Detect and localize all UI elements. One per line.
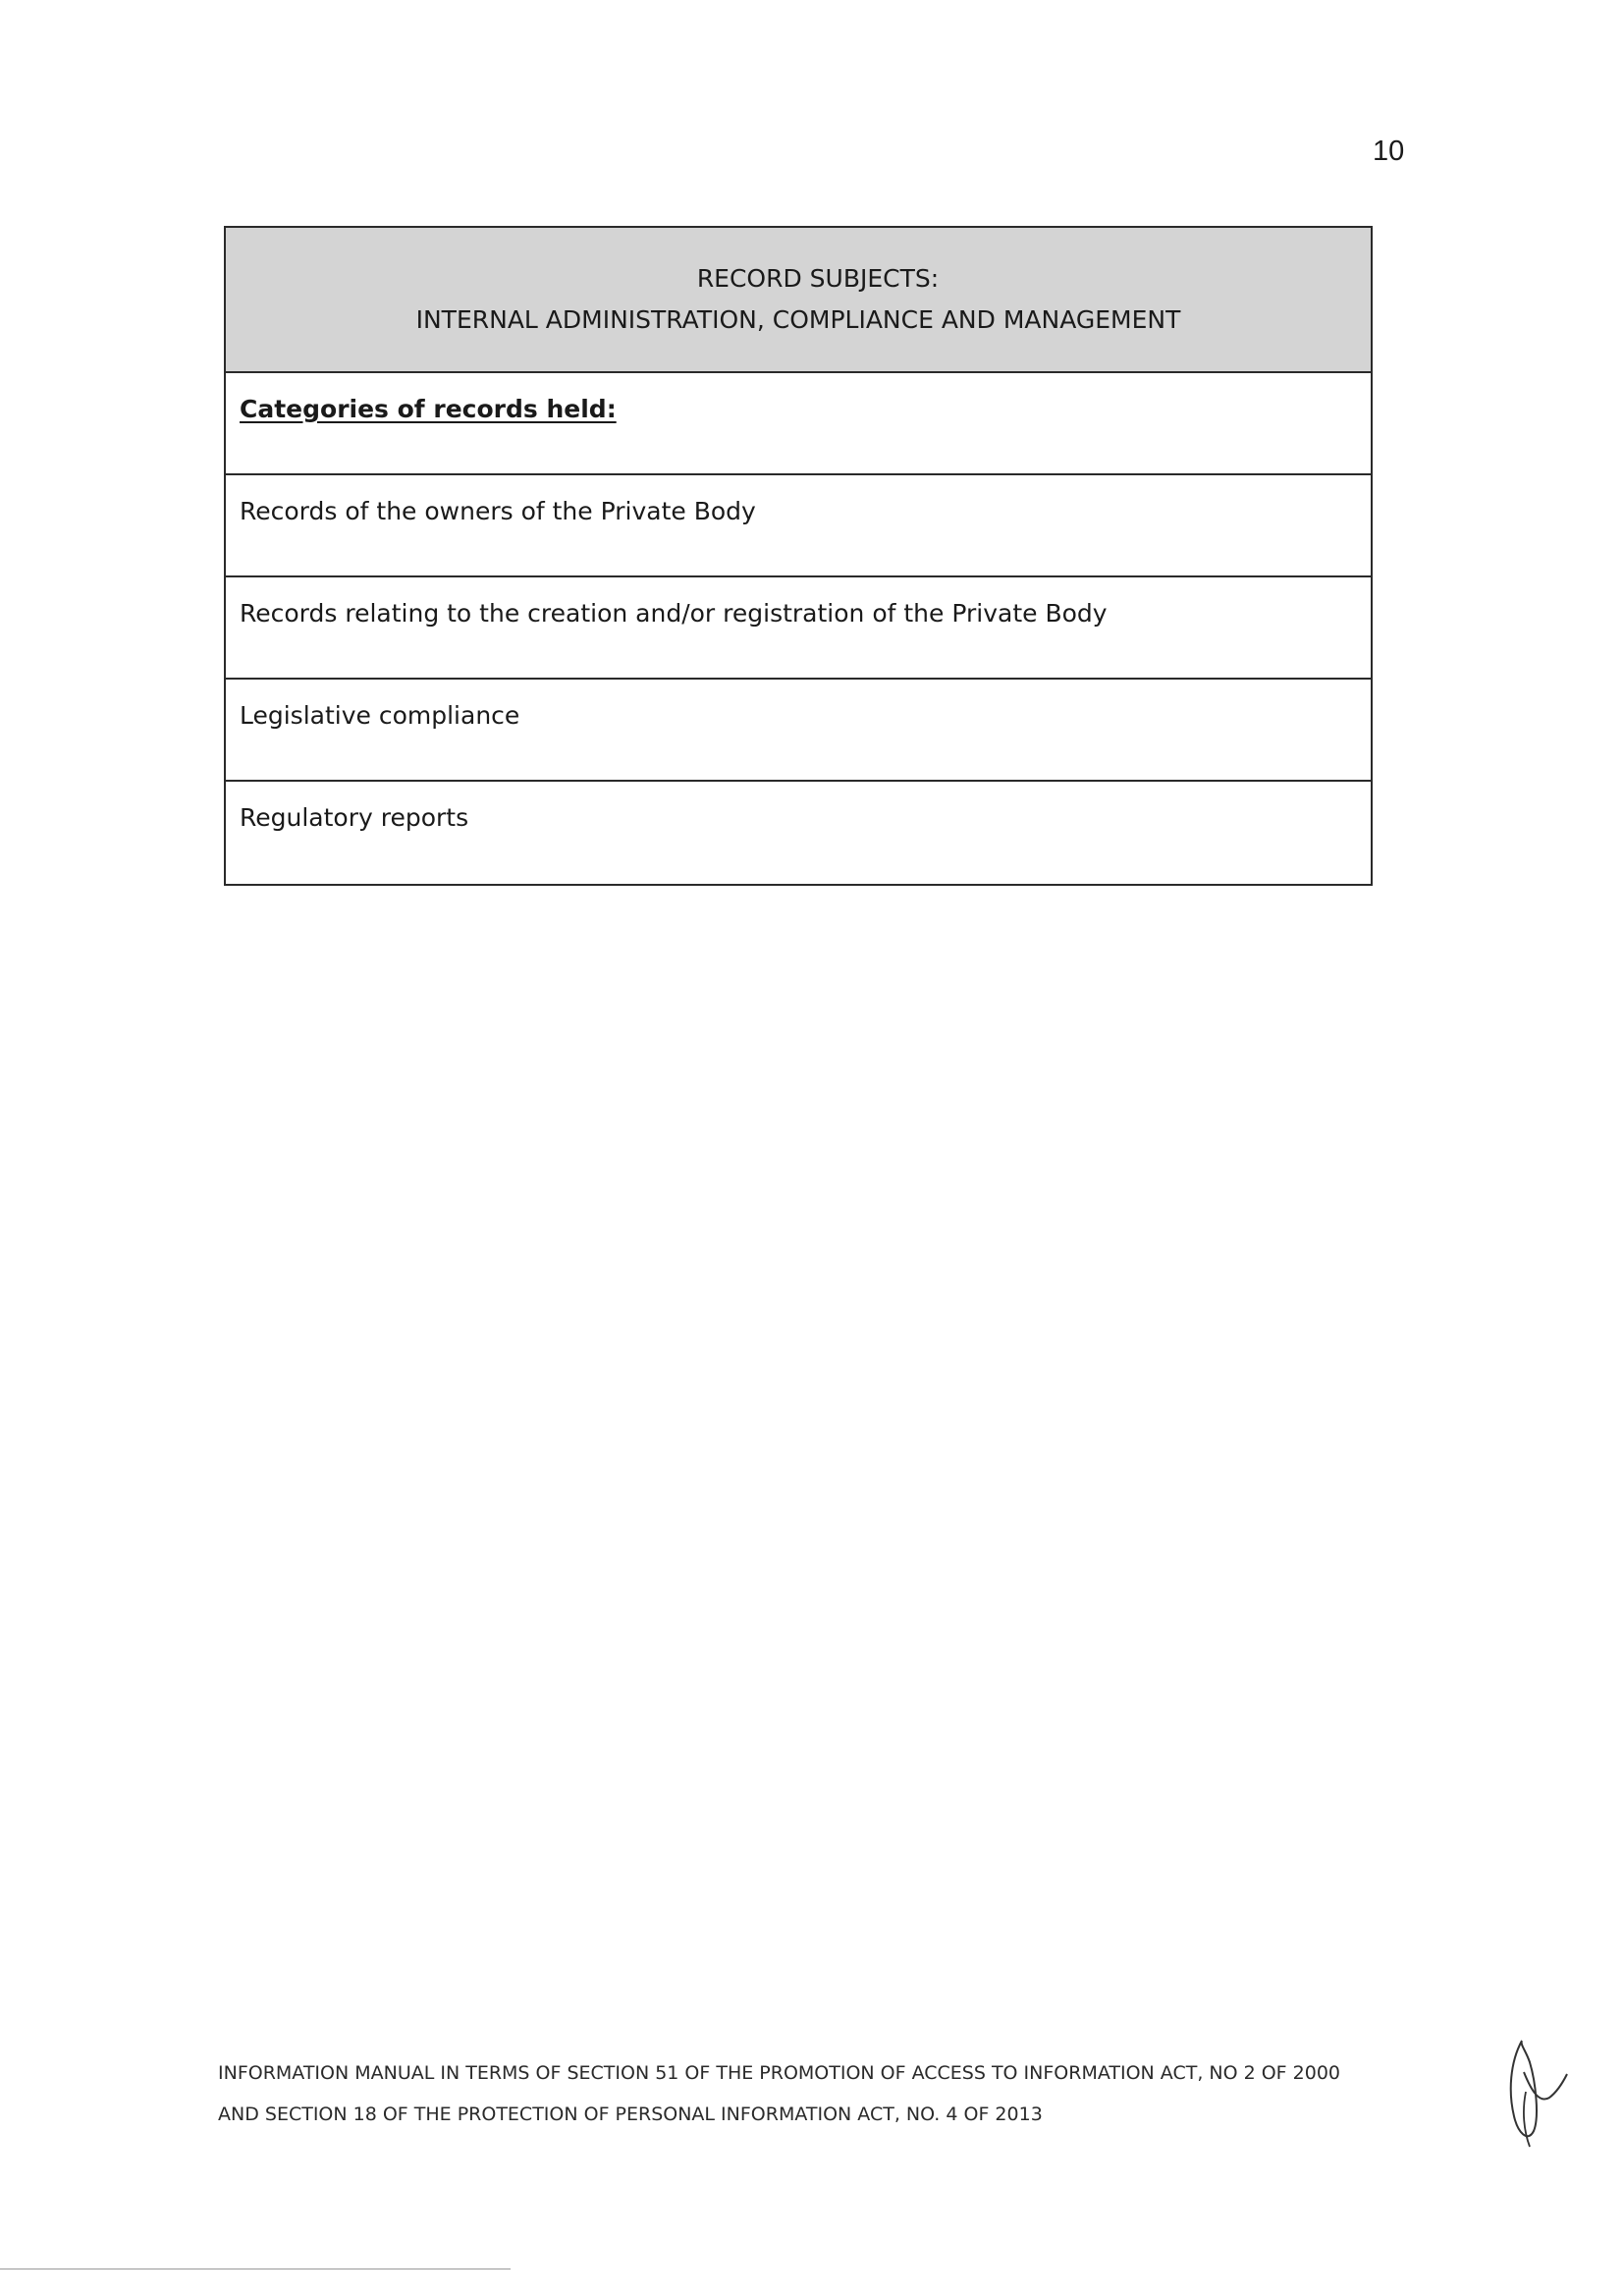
table-cell-text: Records of the owners of the Private Body	[240, 497, 756, 525]
table-cell-text: Regulatory reports	[240, 803, 469, 832]
table-row	[226, 475, 1371, 577]
page-footer	[218, 2052, 1396, 2135]
table-row	[226, 680, 1371, 782]
page-number: 10	[1373, 136, 1405, 167]
handwritten-initials-icon	[1500, 2023, 1569, 2151]
footer-line-2: AND SECTION 18 OF THE PROTECTION OF PERSONAL INFORMATION ACT, NO. 4 OF 2013	[218, 2104, 1043, 2125]
table-row-categories-heading	[226, 373, 1371, 475]
records-table	[224, 226, 1373, 886]
table-row	[226, 782, 1371, 884]
table-row	[226, 577, 1371, 680]
footer-line-1: INFORMATION MANUAL IN TERMS OF SECTION 51 OF THE PROMOTION OF ACCESS TO INFORMATION ACT, NO 2 OF 2000	[218, 2062, 1341, 2084]
table-header-subtitle: INTERNAL ADMINISTRATION, COMPLIANCE AND MANAGEMENT	[415, 305, 1181, 334]
table-header	[226, 228, 1371, 373]
table-header-title: RECORD SUBJECTS:	[696, 264, 940, 293]
table-cell-text: Legislative compliance	[240, 701, 520, 730]
categories-heading: Categories of records held:	[240, 395, 617, 423]
table-cell-text: Records relating to the creation and/or registration of the Private Body	[240, 599, 1108, 628]
